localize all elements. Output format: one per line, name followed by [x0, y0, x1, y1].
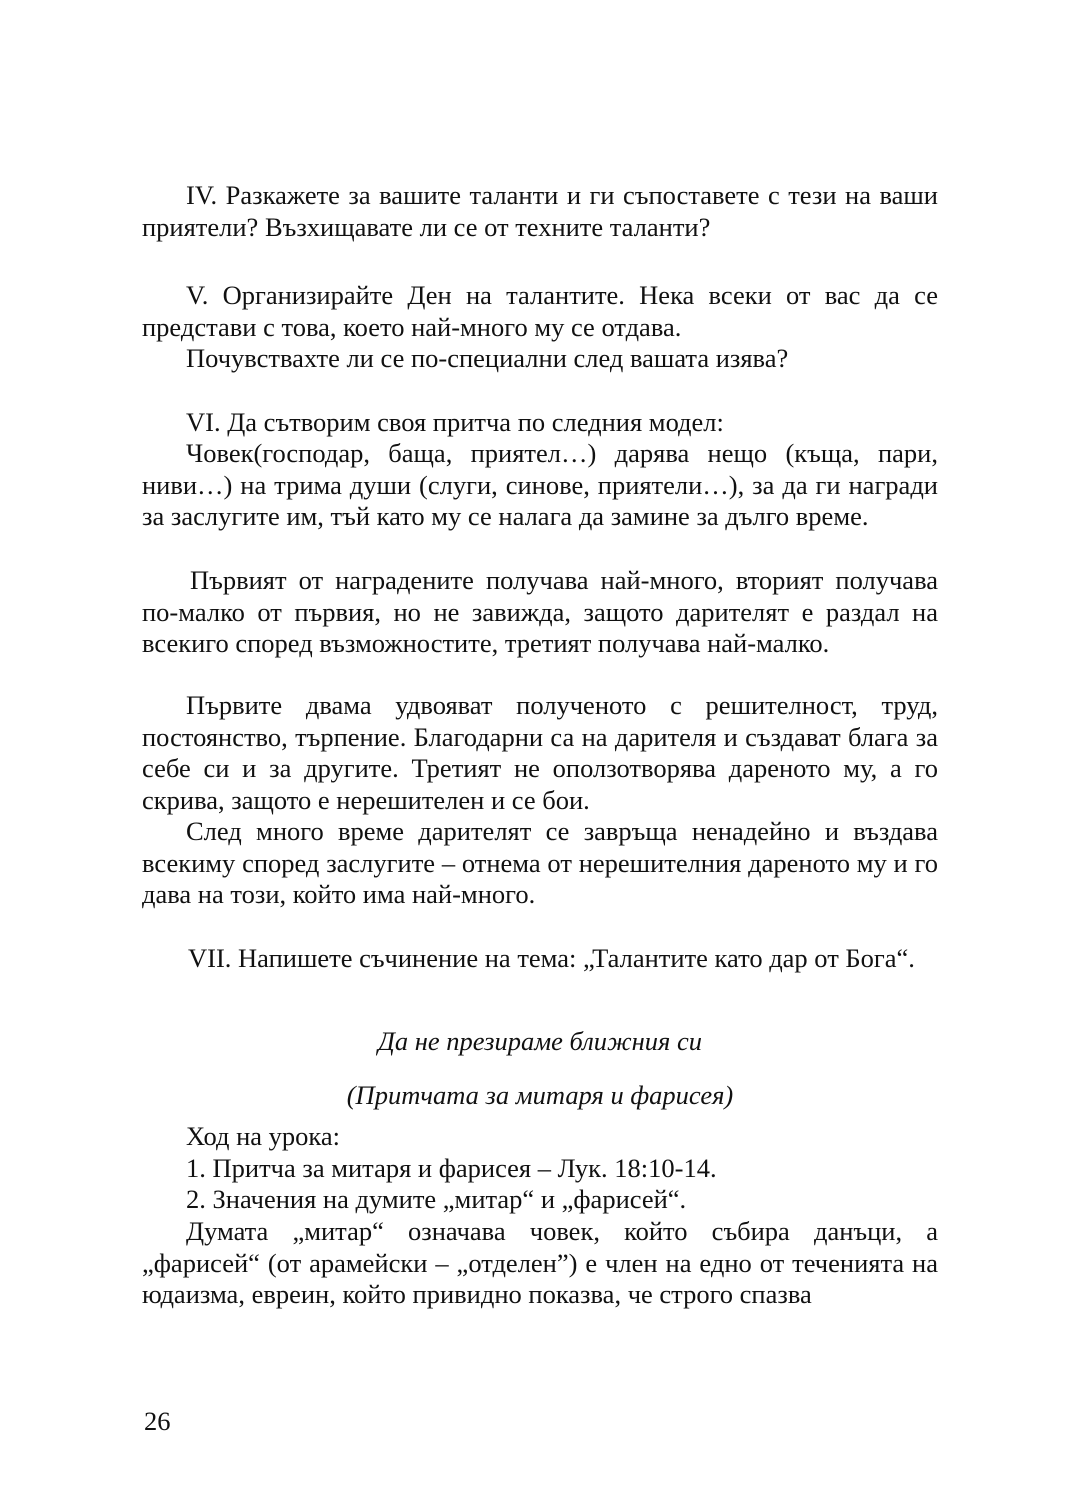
section-vi-paragraph-2: Първият от наградените получава най-много, вторият получава по-малко от първия, но не завижда, защото дарителят е раздал на всекиго според възможностите, третият получава най-малко. [142, 565, 938, 658]
section-iv-paragraph: IV. Разкажете за вашите таланти и ги съпоставете с тези на ваши приятели? Възхищавате ли се от техните таланти? [142, 180, 938, 242]
section-vi-paragraph-1: Човек(господар, баща, приятел…) дарява нещо (къща, пари, ниви…) на трима души (слуги, синове, приятели…), за да ги награди за заслугите им, тъй като му се налага да замине за дълго време. [142, 438, 938, 531]
lesson-subtitle: (Притчата за митаря и фарисея) [346, 1080, 734, 1110]
section-vi-paragraph-4: След много време дарителят се завръща ненадейно и въздава всекиму според заслугите – отнема от нерешителния дареното му и го дава на този, който има най-много. [142, 816, 938, 909]
section-v-followup: Почувствахте ли се по-специални след вашата изява? [186, 343, 789, 373]
lesson-item-2: 2. Значения на думите „митар“ и „фарисей“. [186, 1184, 687, 1214]
lesson-intro: Ход на урока: [186, 1121, 340, 1151]
page-number: 26 [144, 1406, 171, 1436]
lesson-item-1: 1. Притча за митаря и фарисея – Лук. 18:10-14. [186, 1153, 717, 1183]
section-vii-paragraph: VII. Напишете съчинение на тема: „Талантите като дар от Бога“. [188, 943, 915, 973]
lesson-explanation: Думата „митар“ означава човек, който събира данъци, а „фарисей“ (от арамейски – „отделен”) е член на едно от теченията на юдаизма, евреин, който привидно показва, че строго спазва [142, 1216, 938, 1309]
section-vi-paragraph-3: Първите двама удвояват полученото с решителност, труд, постоянство, търпение. Благодарни са на дарителя и създават блага за себе си и за другите. Третият не оползотворява дареното му, а го скрива, защото е нерешителен и се бои. [142, 690, 938, 815]
section-v-paragraph: V. Организирайте Ден на талантите. Нека всеки от вас да се представи с това, което най-много му се отдава. [142, 280, 938, 342]
section-vi-heading: VI. Да сътворим своя притча по следния модел: [186, 407, 724, 437]
lesson-title: Да не презираме ближния си [377, 1026, 703, 1056]
